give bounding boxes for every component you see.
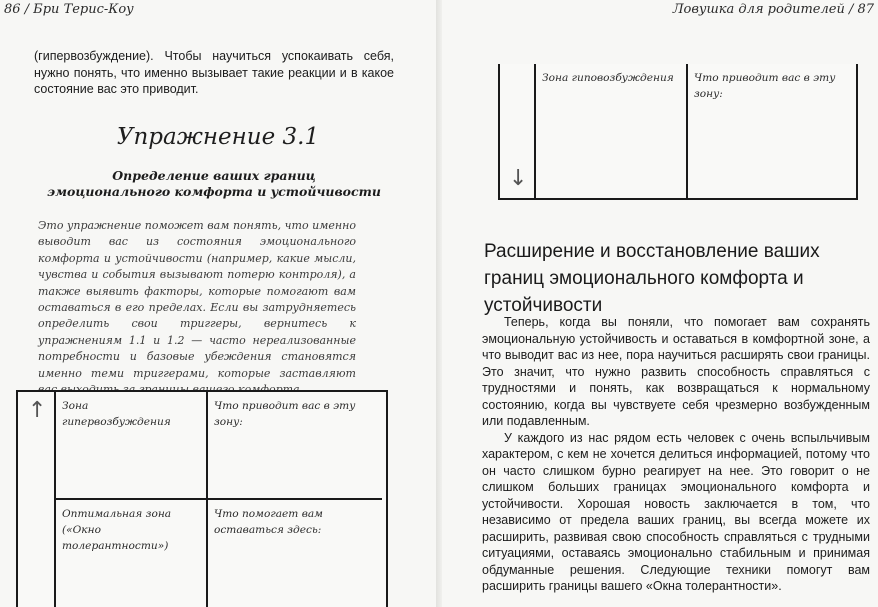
zone-table-right (498, 64, 858, 200)
right-body (482, 314, 870, 595)
left-page (0, 0, 436, 607)
paragraph-2: У каждого из нас рядом есть человек с очень вспыльчивым характером, с кем не хочется делиться информацией, потому что он часто слишком бурно реагирует на нее. Это говорит о не слишком больших границах эмоционального комфорта и устойчивости. Хорошая новость заключается в том, что независимо от предела ваших границ, вы всегда можете их расширить, развивая свою способность справляться с трудными ситуациями, оставаясь эмоционально стабильным и принимая обдуманные решения. Следующие техники помогут вам расширить границы вашего «Окна толерантности». (482, 430, 870, 593)
section-title: Расширение и восстановление ваших границ эмоционального комфорта и устойчивости (484, 241, 820, 316)
arrow-up-icon: ↑ (28, 398, 47, 423)
prompt-hyper-label: Что приводит вас в эту зону: (214, 400, 356, 428)
right-page (442, 0, 878, 607)
prompt-optimal-label: Что помогает вам оставаться здесь: (214, 508, 323, 536)
arrow-column (18, 392, 56, 607)
exercise-subtitle-line2: эмоционального комфорта и устойчивости (47, 184, 381, 199)
cell-zone-hypo (536, 64, 688, 198)
zone-hyper-label: Зона гипервозбуждения (62, 400, 171, 428)
cell-prompt-hypo[interactable] (688, 64, 852, 198)
exercise-intro: Это упражнение поможет вам понять, что именно выводит вас из состояния эмоционального комфорта и устойчивости (например, какие мысли, чувства и события вызывают потерю контроля), а также выявить факторы, которые помогают вам оставаться в его пределах. Если вы затрудняетесь определить свои триггеры, вернитесь к упражнениям 1.1 и 1.2 — часто нереализованные потребности и базовые убеждения становятся именно теми триггерами, которые заставляют (38, 219, 356, 380)
arrow-column (500, 64, 536, 198)
prompt-hypo-label: Что приводит вас в эту зону: (694, 72, 836, 100)
zone-optimal-label: Оптимальная зона («Окно толерантности») (62, 508, 172, 552)
exercise-subtitle (34, 168, 394, 200)
continuation-paragraph: (гипервозбуждение). Чтобы научиться успокаивать себя, нужно понять, что именно вызывает такие реакции и в какое состояние вас это приводит. (34, 49, 394, 96)
arrow-down-icon: ↓ (509, 166, 528, 191)
cell-zone-hyper (56, 392, 208, 500)
exercise-subtitle-line1: Определение ваших границ (112, 168, 316, 183)
paragraph-1: Теперь, когда вы поняли, что помогает вам сохранять эмоциональную устойчивость и оставаться в комфортной зоне, а что выводит вас из нее, пора научиться расширять свои границы. Это значит, что нужно развить способность справляться с трудностями и понять, как возвращаться к нормальному состоянию, когда вы чувствуете себя чрезмерно возбужденным или подавленным. (482, 315, 870, 428)
right-running-head: Ловушка для родителей / 87 (672, 2, 874, 17)
zone-table-left (16, 390, 388, 607)
exercise-title: Упражнение 3.1 (116, 124, 320, 150)
cell-prompt-hyper[interactable] (208, 392, 382, 500)
cell-prompt-optimal[interactable] (208, 500, 382, 607)
zone-hypo-label: Зона гиповозбуждения (542, 72, 674, 84)
left-running-head: 86 / Бри Терис-Коу (4, 2, 134, 17)
cell-zone-optimal (56, 500, 208, 607)
